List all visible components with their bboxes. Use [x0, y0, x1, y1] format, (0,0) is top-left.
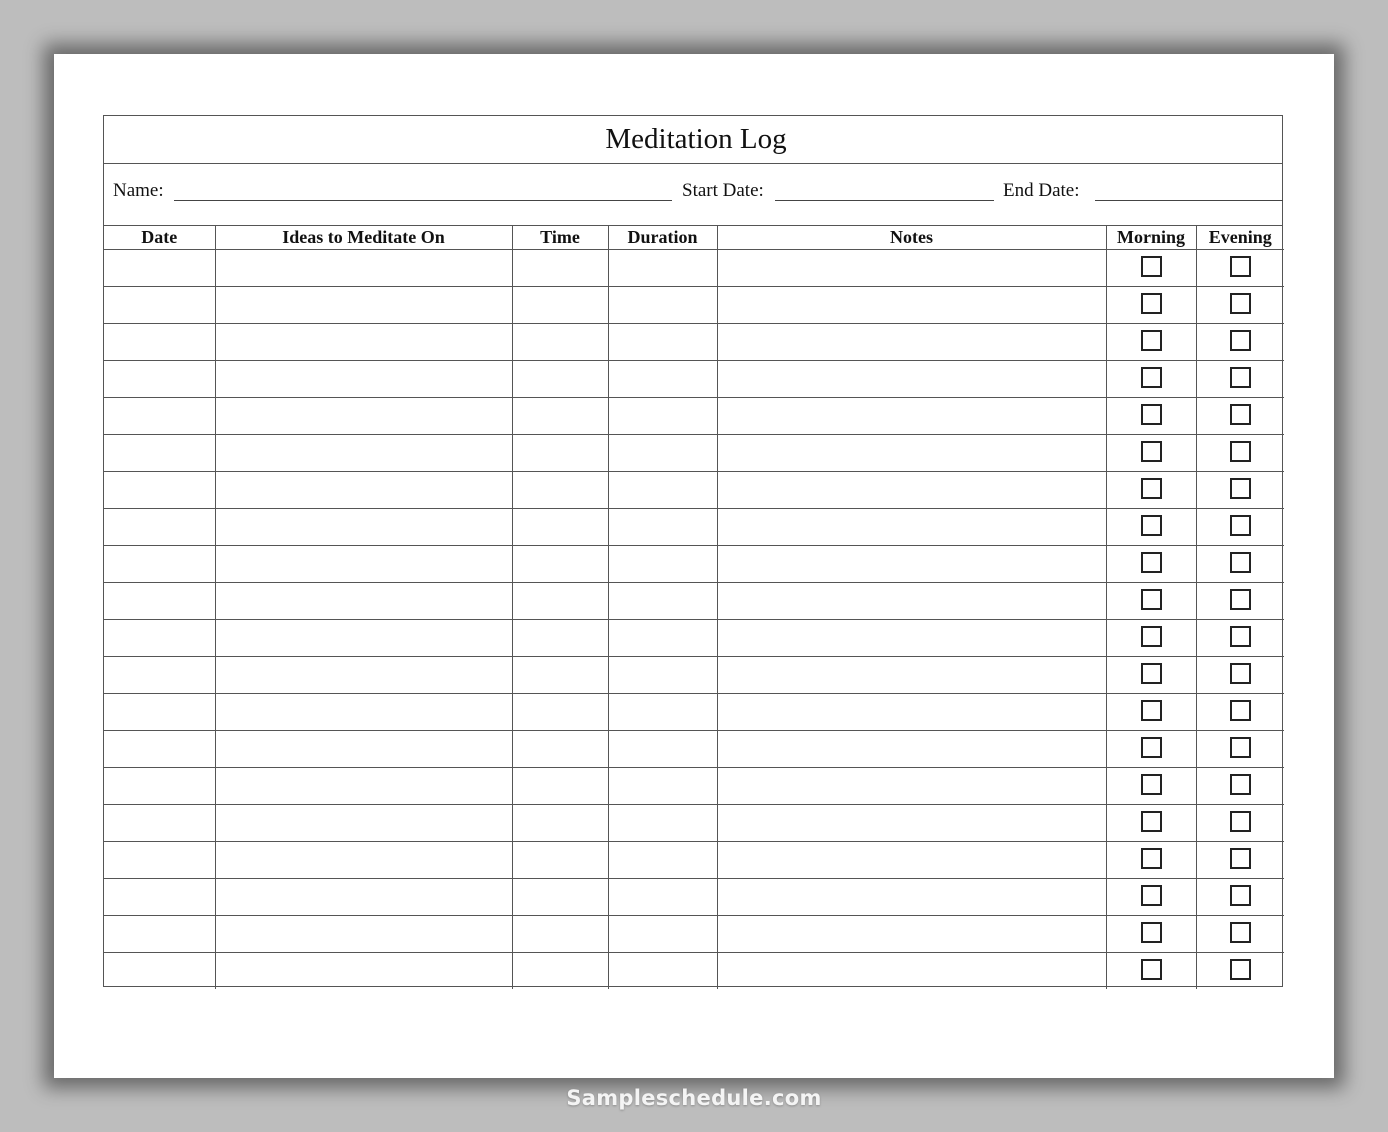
morning-checkbox[interactable] — [1141, 552, 1162, 573]
cell-time[interactable] — [512, 471, 608, 508]
cell-ideas[interactable] — [215, 360, 512, 397]
cell-ideas[interactable] — [215, 804, 512, 841]
column-header-time: Time — [512, 226, 608, 249]
cell-ideas[interactable] — [215, 878, 512, 915]
start-date-label: Start Date: — [682, 180, 764, 201]
cell-date[interactable] — [104, 286, 215, 323]
morning-checkbox[interactable] — [1141, 737, 1162, 758]
cell-date[interactable] — [104, 952, 215, 989]
table-row — [104, 952, 1284, 989]
cell-morning — [1106, 508, 1196, 545]
cell-evening — [1196, 915, 1284, 952]
end-date-label: End Date: — [1003, 180, 1080, 201]
cell-evening — [1196, 397, 1284, 434]
morning-checkbox[interactable] — [1141, 959, 1162, 980]
cell-time[interactable] — [512, 434, 608, 471]
evening-checkbox[interactable] — [1230, 663, 1251, 684]
cell-notes[interactable] — [717, 656, 1106, 693]
cell-notes[interactable] — [717, 915, 1106, 952]
end-date-field[interactable] — [1095, 200, 1283, 201]
cell-evening — [1196, 841, 1284, 878]
cell-ideas[interactable] — [215, 952, 512, 989]
cell-morning — [1106, 767, 1196, 804]
table-row — [104, 619, 1284, 656]
cell-morning — [1106, 656, 1196, 693]
cell-date[interactable] — [104, 360, 215, 397]
cell-ideas[interactable] — [215, 434, 512, 471]
cell-notes[interactable] — [717, 397, 1106, 434]
table-row — [104, 841, 1284, 878]
cell-ideas[interactable] — [215, 286, 512, 323]
cell-ideas[interactable] — [215, 508, 512, 545]
morning-checkbox[interactable] — [1141, 885, 1162, 906]
cell-duration[interactable] — [608, 360, 717, 397]
morning-checkbox[interactable] — [1141, 848, 1162, 869]
cell-date[interactable] — [104, 619, 215, 656]
evening-checkbox[interactable] — [1230, 700, 1251, 721]
cell-time[interactable] — [512, 915, 608, 952]
cell-duration[interactable] — [608, 434, 717, 471]
evening-checkbox[interactable] — [1230, 774, 1251, 795]
cell-time[interactable] — [512, 878, 608, 915]
cell-date[interactable] — [104, 508, 215, 545]
cell-time[interactable] — [512, 582, 608, 619]
table-row — [104, 249, 1284, 286]
cell-morning — [1106, 471, 1196, 508]
table-row — [104, 804, 1284, 841]
morning-checkbox[interactable] — [1141, 700, 1162, 721]
cell-morning — [1106, 878, 1196, 915]
cell-duration[interactable] — [608, 582, 717, 619]
cell-time[interactable] — [512, 952, 608, 989]
cell-date[interactable] — [104, 730, 215, 767]
cell-evening — [1196, 656, 1284, 693]
cell-duration[interactable] — [608, 249, 717, 286]
cell-evening — [1196, 878, 1284, 915]
morning-checkbox[interactable] — [1141, 404, 1162, 425]
morning-checkbox[interactable] — [1141, 663, 1162, 684]
cell-notes[interactable] — [717, 730, 1106, 767]
evening-checkbox[interactable] — [1230, 367, 1251, 388]
cell-time[interactable] — [512, 656, 608, 693]
cell-time[interactable] — [512, 323, 608, 360]
cell-morning — [1106, 323, 1196, 360]
morning-checkbox[interactable] — [1141, 441, 1162, 462]
cell-morning — [1106, 915, 1196, 952]
cell-evening — [1196, 360, 1284, 397]
column-header-ideas: Ideas to Meditate On — [215, 226, 512, 249]
cell-evening — [1196, 730, 1284, 767]
cell-evening — [1196, 249, 1284, 286]
cell-date[interactable] — [104, 323, 215, 360]
cell-duration[interactable] — [608, 878, 717, 915]
cell-evening — [1196, 434, 1284, 471]
morning-checkbox[interactable] — [1141, 256, 1162, 277]
cell-morning — [1106, 434, 1196, 471]
table-row — [104, 915, 1284, 952]
title-row — [104, 116, 1282, 164]
cell-evening — [1196, 471, 1284, 508]
cell-evening — [1196, 767, 1284, 804]
cell-ideas[interactable] — [215, 397, 512, 434]
cell-morning — [1106, 249, 1196, 286]
cell-time[interactable] — [512, 841, 608, 878]
cell-morning — [1106, 397, 1196, 434]
cell-ideas[interactable] — [215, 841, 512, 878]
cell-ideas[interactable] — [215, 619, 512, 656]
cell-notes[interactable] — [717, 360, 1106, 397]
cell-evening — [1196, 323, 1284, 360]
evening-checkbox[interactable] — [1230, 441, 1251, 462]
cell-duration[interactable] — [608, 508, 717, 545]
cell-duration[interactable] — [608, 397, 717, 434]
table-row — [104, 582, 1284, 619]
cell-morning — [1106, 619, 1196, 656]
cell-ideas[interactable] — [215, 545, 512, 582]
morning-checkbox[interactable] — [1141, 478, 1162, 499]
cell-morning — [1106, 360, 1196, 397]
cell-duration[interactable] — [608, 323, 717, 360]
cell-time[interactable] — [512, 693, 608, 730]
cell-notes[interactable] — [717, 508, 1106, 545]
evening-checkbox[interactable] — [1230, 515, 1251, 536]
document-page — [54, 54, 1334, 1078]
cell-evening — [1196, 545, 1284, 582]
column-header-evening: Evening — [1196, 226, 1284, 249]
cell-notes[interactable] — [717, 249, 1106, 286]
cell-notes[interactable] — [717, 582, 1106, 619]
evening-checkbox[interactable] — [1230, 959, 1251, 980]
table-row — [104, 693, 1284, 730]
column-header-date: Date — [104, 226, 215, 249]
cell-ideas[interactable] — [215, 249, 512, 286]
column-header-duration: Duration — [608, 226, 717, 249]
cell-evening — [1196, 286, 1284, 323]
cell-evening — [1196, 804, 1284, 841]
cell-time[interactable] — [512, 619, 608, 656]
morning-checkbox[interactable] — [1141, 515, 1162, 536]
evening-checkbox[interactable] — [1230, 478, 1251, 499]
evening-checkbox[interactable] — [1230, 404, 1251, 425]
cell-ideas[interactable] — [215, 693, 512, 730]
cell-ideas[interactable] — [215, 915, 512, 952]
evening-checkbox[interactable] — [1230, 626, 1251, 647]
evening-checkbox[interactable] — [1230, 552, 1251, 573]
cell-notes[interactable] — [717, 878, 1106, 915]
morning-checkbox[interactable] — [1141, 293, 1162, 314]
cell-duration[interactable] — [608, 471, 717, 508]
page-title: Meditation Log — [605, 123, 787, 155]
cell-date[interactable] — [104, 878, 215, 915]
column-header-notes: Notes — [717, 226, 1106, 249]
evening-checkbox[interactable] — [1230, 589, 1251, 610]
cell-date[interactable] — [104, 397, 215, 434]
cell-morning — [1106, 582, 1196, 619]
cell-date[interactable] — [104, 582, 215, 619]
cell-date[interactable] — [104, 767, 215, 804]
morning-checkbox[interactable] — [1141, 626, 1162, 647]
cell-ideas[interactable] — [215, 656, 512, 693]
cell-notes[interactable] — [717, 952, 1106, 989]
table-row — [104, 545, 1284, 582]
cell-date[interactable] — [104, 434, 215, 471]
cell-duration[interactable] — [608, 656, 717, 693]
table-row — [104, 656, 1284, 693]
cell-notes[interactable] — [717, 286, 1106, 323]
cell-time[interactable] — [512, 360, 608, 397]
cell-notes[interactable] — [717, 767, 1106, 804]
table-row — [104, 286, 1284, 323]
cell-evening — [1196, 619, 1284, 656]
cell-morning — [1106, 545, 1196, 582]
evening-checkbox[interactable] — [1230, 330, 1251, 351]
evening-checkbox[interactable] — [1230, 885, 1251, 906]
cell-ideas[interactable] — [215, 582, 512, 619]
cell-morning — [1106, 841, 1196, 878]
morning-checkbox[interactable] — [1141, 589, 1162, 610]
cell-ideas[interactable] — [215, 730, 512, 767]
watermark: Sampleschedule.com — [566, 1086, 822, 1110]
evening-checkbox[interactable] — [1230, 737, 1251, 758]
cell-time[interactable] — [512, 804, 608, 841]
cell-morning — [1106, 730, 1196, 767]
cell-notes[interactable] — [717, 434, 1106, 471]
table-row — [104, 878, 1284, 915]
table-row — [104, 767, 1284, 804]
cell-duration[interactable] — [608, 619, 717, 656]
cell-date[interactable] — [104, 471, 215, 508]
cell-time[interactable] — [512, 767, 608, 804]
morning-checkbox[interactable] — [1141, 774, 1162, 795]
cell-ideas[interactable] — [215, 471, 512, 508]
cell-morning — [1106, 952, 1196, 989]
morning-checkbox[interactable] — [1141, 330, 1162, 351]
morning-checkbox[interactable] — [1141, 367, 1162, 388]
morning-checkbox[interactable] — [1141, 922, 1162, 943]
cell-time[interactable] — [512, 249, 608, 286]
cell-time[interactable] — [512, 286, 608, 323]
cell-morning — [1106, 286, 1196, 323]
name-field[interactable] — [174, 200, 672, 201]
evening-checkbox[interactable] — [1230, 811, 1251, 832]
cell-duration[interactable] — [608, 841, 717, 878]
table-row — [104, 471, 1284, 508]
column-header-morning: Morning — [1106, 226, 1196, 249]
cell-duration[interactable] — [608, 915, 717, 952]
evening-checkbox[interactable] — [1230, 256, 1251, 277]
cell-notes[interactable] — [717, 804, 1106, 841]
cell-date[interactable] — [104, 545, 215, 582]
cell-ideas[interactable] — [215, 323, 512, 360]
cell-time[interactable] — [512, 545, 608, 582]
cell-evening — [1196, 582, 1284, 619]
cell-ideas[interactable] — [215, 767, 512, 804]
table-row — [104, 730, 1284, 767]
table-row — [104, 397, 1284, 434]
cell-duration[interactable] — [608, 545, 717, 582]
cell-notes[interactable] — [717, 545, 1106, 582]
cell-evening — [1196, 693, 1284, 730]
cell-duration[interactable] — [608, 804, 717, 841]
evening-checkbox[interactable] — [1230, 922, 1251, 943]
cell-notes[interactable] — [717, 693, 1106, 730]
cell-date[interactable] — [104, 693, 215, 730]
start-date-field[interactable] — [775, 200, 994, 201]
table-row — [104, 508, 1284, 545]
cell-date[interactable] — [104, 656, 215, 693]
cell-notes[interactable] — [717, 841, 1106, 878]
evening-checkbox[interactable] — [1230, 848, 1251, 869]
log-table — [104, 226, 1284, 989]
cell-date[interactable] — [104, 249, 215, 286]
table-row — [104, 323, 1284, 360]
cell-duration[interactable] — [608, 286, 717, 323]
evening-checkbox[interactable] — [1230, 293, 1251, 314]
cell-notes[interactable] — [717, 619, 1106, 656]
table-row — [104, 434, 1284, 471]
cell-duration[interactable] — [608, 730, 717, 767]
cell-time[interactable] — [512, 397, 608, 434]
cell-duration[interactable] — [608, 767, 717, 804]
meditation-log-form — [103, 115, 1283, 987]
cell-date[interactable] — [104, 915, 215, 952]
log-table-body — [104, 249, 1284, 989]
cell-duration[interactable] — [608, 693, 717, 730]
cell-evening — [1196, 508, 1284, 545]
info-row — [104, 164, 1282, 226]
cell-morning — [1106, 693, 1196, 730]
cell-notes[interactable] — [717, 323, 1106, 360]
header-row — [104, 226, 1284, 249]
name-label: Name: — [113, 180, 164, 201]
cell-date[interactable] — [104, 804, 215, 841]
table-row — [104, 360, 1284, 397]
cell-notes[interactable] — [717, 471, 1106, 508]
cell-time[interactable] — [512, 730, 608, 767]
cell-date[interactable] — [104, 841, 215, 878]
cell-time[interactable] — [512, 508, 608, 545]
cell-duration[interactable] — [608, 952, 717, 989]
cell-morning — [1106, 804, 1196, 841]
morning-checkbox[interactable] — [1141, 811, 1162, 832]
cell-evening — [1196, 952, 1284, 989]
